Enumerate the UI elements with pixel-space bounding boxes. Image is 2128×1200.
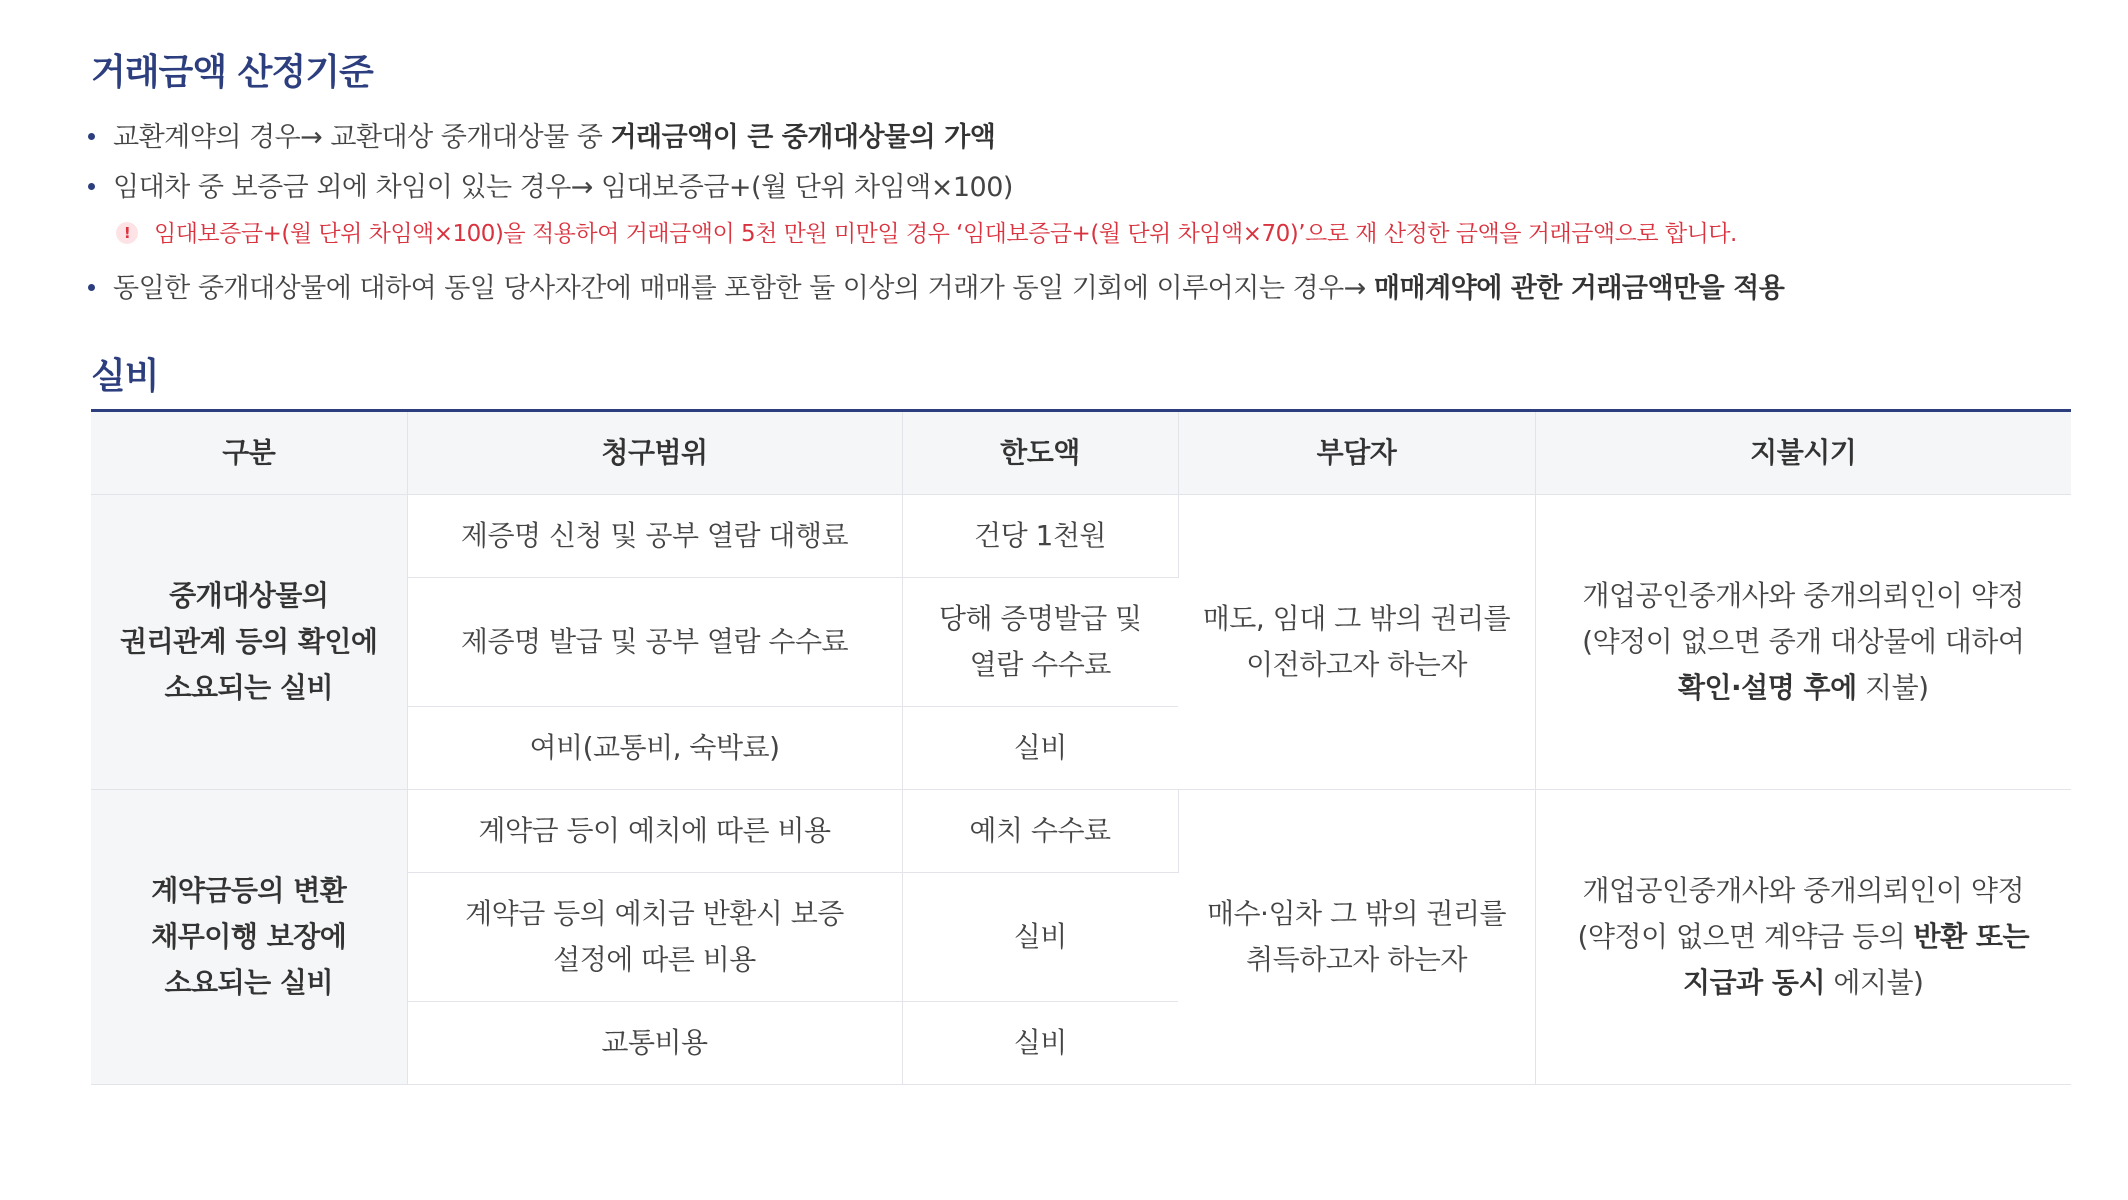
scope-line: 제증명 발급 및 공부 열람 수수료 (460, 625, 849, 658)
timing-bold-text: 확인·설명 후에 (1677, 671, 1857, 704)
timing-line: 개업공인중개사와 중개의뢰인이 약정 (1582, 579, 2025, 612)
scope-line: 제증명 신청 및 공부 열람 대행료 (460, 519, 849, 552)
timing-text: 지불) (1856, 671, 1929, 704)
limit-cell (902, 790, 1178, 873)
header-scope: 청구범위 (407, 412, 902, 495)
section-title-actual-expenses: 실비 (91, 356, 159, 397)
list-item (88, 116, 995, 160)
payer-line: 매수·임차 그 밖의 권리를 (1206, 897, 1507, 930)
header-limit: 한도액 (902, 412, 1178, 495)
limit-cell (902, 578, 1178, 707)
bullet-text: 동일한 중개대상물에 대하여 동일 당사자간에 매매를 포함한 둘 이상의 거래가 동일 기회에 이루어지는 경우→ (113, 273, 1374, 304)
payer-line: 이전하고자 하는자 (1246, 648, 1467, 681)
category-line: 계약금등의 변환 (151, 874, 347, 907)
limit-cell (902, 873, 1178, 1002)
scope-line: 설정에 따른 비용 (553, 943, 756, 976)
category-line: 권리관계 등의 확인에 (120, 625, 378, 658)
limit-line: 열람 수수료 (969, 648, 1111, 681)
timing-text: (약정이 없으면 계약금 등의 (1577, 920, 1914, 953)
timing-cell (1535, 495, 2071, 790)
expenses-table-container (91, 409, 2071, 1085)
bullet-dot-icon (88, 183, 95, 190)
limit-line: 건당 1천원 (974, 519, 1106, 552)
category-cell (91, 495, 407, 790)
category-cell (91, 790, 407, 1085)
payer-cell (1178, 495, 1535, 790)
scope-line: 계약금 등의 예치금 반환시 보증 (465, 897, 844, 930)
warning-note-text: 임대보증금+(월 단위 차임액×100)을 적용하여 거래금액이 5천 만원 미만일 경우 ‘임대보증금+(월 단위 차임액×70)’으로 재 산정한 금액을 거래금액으로 합니다. (154, 221, 1737, 247)
list-item (88, 166, 1013, 210)
category-line: 소요되는 실비 (164, 671, 334, 704)
header-category: 구분 (91, 412, 407, 495)
scope-cell (407, 707, 902, 790)
bullet-bold-text: 매매계약에 관한 거래금액만을 적용 (1373, 273, 1785, 304)
bullet-dot-icon (88, 284, 95, 291)
expenses-table (91, 412, 2071, 1085)
header-timing: 지불시기 (1535, 412, 2071, 495)
limit-line: 실비 (1013, 1026, 1067, 1059)
scope-cell (407, 1002, 902, 1085)
limit-line: 당해 증명발급 및 (938, 602, 1142, 635)
bullet-bold-text: 거래금액이 큰 중개대상물의 가액 (610, 122, 996, 153)
limit-line: 실비 (1013, 731, 1067, 764)
scope-cell (407, 495, 902, 578)
bullet-text: 교환계약의 경우→ 교환대상 중개대상물 중 (113, 122, 611, 153)
scope-line: 교통비용 (601, 1026, 708, 1059)
scope-cell (407, 578, 902, 707)
timing-cell (1535, 790, 2071, 1085)
limit-line: 실비 (1013, 920, 1067, 953)
timing-line: 개업공인중개사와 중개의뢰인이 약정 (1582, 874, 2025, 907)
scope-line: 계약금 등이 예치에 따른 비용 (478, 814, 831, 847)
table-header-row (91, 412, 2071, 495)
table-row (91, 790, 2071, 873)
timing-line (1554, 665, 2054, 711)
limit-line: 예치 수수료 (969, 814, 1111, 847)
category-line: 소요되는 실비 (164, 966, 334, 999)
limit-cell (902, 707, 1178, 790)
timing-bold-text: 반환 또는 (1913, 920, 2029, 953)
list-item (88, 267, 1784, 311)
bullet-text: 임대차 중 보증금 외에 차임이 있는 경우→ 임대보증금+(월 단위 차임액×100) (113, 172, 1013, 203)
warning-note (116, 214, 1737, 254)
exclamation-icon: ! (116, 222, 138, 244)
bullet-dot-icon (88, 133, 95, 140)
payer-cell (1178, 790, 1535, 1085)
timing-bold-text: 지급과 동시 (1683, 966, 1826, 999)
timing-line: (약정이 없으면 중개 대상물에 대하여 (1582, 625, 2025, 658)
scope-cell (407, 873, 902, 1002)
header-payer: 부담자 (1178, 412, 1535, 495)
limit-cell (902, 1002, 1178, 1085)
scope-line: 여비(교통비, 숙박료) (529, 731, 780, 764)
limit-cell (902, 495, 1178, 578)
timing-line (1554, 960, 2054, 1006)
payer-line: 취득하고자 하는자 (1246, 943, 1467, 976)
section-title-transaction-criteria: 거래금액 산정기준 (91, 52, 373, 93)
timing-text: 에지불) (1825, 966, 1924, 999)
scope-cell (407, 790, 902, 873)
payer-line: 매도, 임대 그 밖의 권리를 (1202, 602, 1511, 635)
table-row (91, 495, 2071, 578)
category-line: 중개대상물의 (169, 579, 329, 612)
category-line: 채무이행 보장에 (151, 920, 347, 953)
timing-line (1554, 914, 2054, 960)
